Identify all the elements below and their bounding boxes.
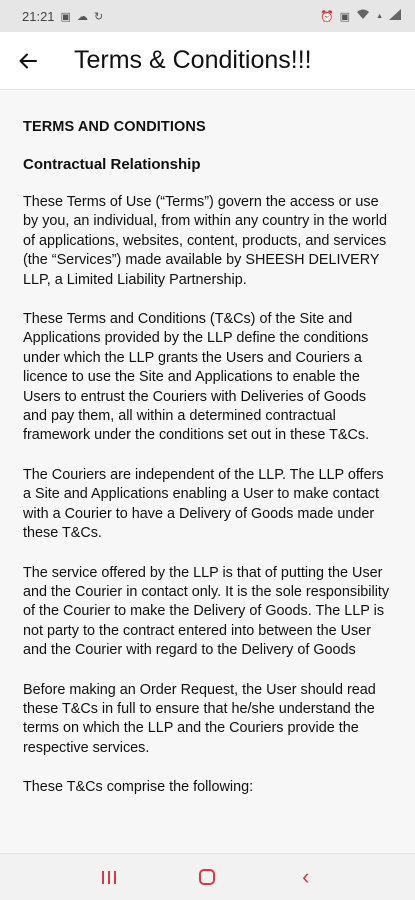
app-bar — [0, 32, 415, 90]
back-button[interactable] — [0, 32, 56, 90]
lte-icon: ▲ — [376, 12, 383, 20]
image-icon: ▣ — [60, 10, 71, 23]
home-button[interactable] — [187, 857, 227, 897]
lock-icon: ▣ — [339, 10, 351, 23]
page-title: Terms & Conditions!!! — [74, 46, 312, 74]
back-icon: ‹ — [302, 864, 310, 889]
section-heading: Contractual Relationship — [23, 156, 201, 173]
terms-paragraph: These Terms of Use (“Terms”) govern the access or use by you, an individual, from within any country in the world of applications, websites, content, products, and services (the “Services”) made available by SHEESH DELIVERY LLP, a Limited Liability Partnership. — [23, 194, 387, 288]
sync-icon: ↻ — [93, 10, 104, 23]
home-icon — [199, 869, 215, 885]
system-nav-bar — [0, 853, 415, 900]
terms-paragraph: These T&Cs comprise the following: — [23, 779, 254, 796]
recent-apps-button[interactable] — [89, 857, 129, 897]
wifi-icon — [356, 9, 370, 23]
status-right — [320, 9, 401, 23]
terms-paragraph: The service offered by the LLP is that of putting the User and the Courier in contact only. It is the sole responsibility of the Courier to make the Delivery of Goods. The LLP is not party to the contract entered into between the User and the Courier with regard to the Delivery of Goods — [23, 564, 390, 659]
alarm-icon: ⏰ — [319, 10, 334, 23]
terms-paragraph: These Terms and Conditions (T&Cs) of the Site and Applications provided by the LLP define the conditions under which the LLP grants the Users and Couriers a licence to use the Site and Applications to enable the Users to entrust the Couriers with Deliveries of Goods and pay them, all within a determined contractual framework under the conditions set out in these T&Cs. — [23, 311, 370, 444]
terms-paragraph: The Couriers are independent of the LLP. The LLP offers a Site and Applications enabling a User to make contact with a Courier to have a Delivery of Goods made under these T&Cs. — [23, 466, 384, 542]
terms-content[interactable] — [0, 91, 415, 853]
terms-heading: TERMS AND CONDITIONS — [23, 119, 206, 135]
terms-paragraph: Before making an Order Request, the User should read these T&Cs in full to ensure that he/she understand the terms on which the LLP and the Couriers provide the respective services. — [23, 681, 376, 756]
status-time: 21:21 — [22, 8, 55, 24]
arrow-left-icon — [19, 53, 37, 69]
status-bar — [0, 0, 415, 32]
cloud-icon: ☁ — [76, 10, 88, 23]
recent-apps-icon — [102, 871, 116, 884]
system-back-button[interactable] — [286, 857, 326, 897]
signal-icon — [389, 9, 401, 23]
status-left — [22, 9, 103, 24]
